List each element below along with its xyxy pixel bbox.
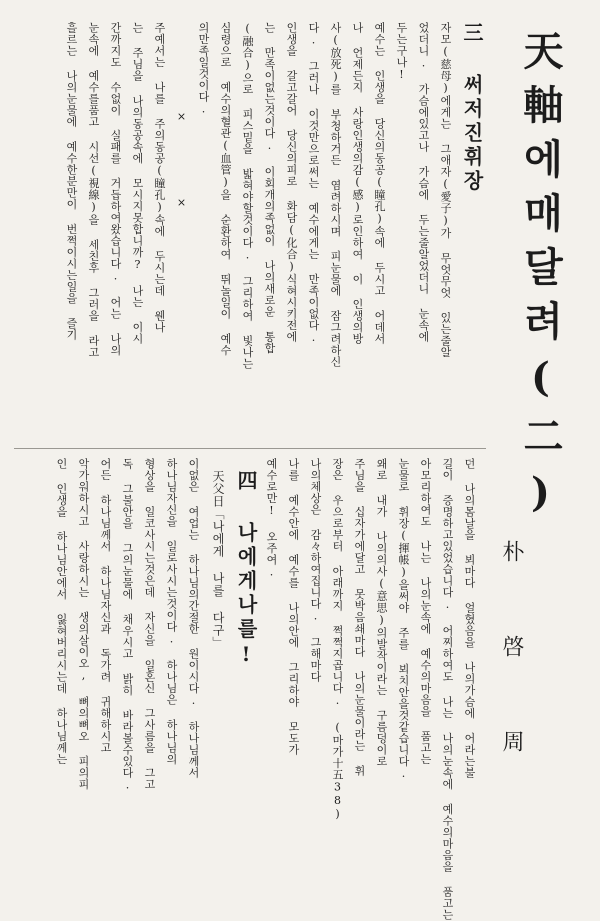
article-title: 天軸에매달려(二) <box>517 30 564 530</box>
text-column: 인 인생을 하나님안에서 잃혀버리시는데 하나님께는 <box>55 458 68 765</box>
text-column: 는 만족이없는것이다. 이회개의족없이 나의새로운 통합 <box>263 22 276 354</box>
text-column: 왜로 내가 나의의사(意思)의발작이라는 구름덩이로 <box>375 458 388 767</box>
text-column: 예수는 인생을 당신의동공(瞳孔)속에 두시고 어데서 <box>373 22 386 345</box>
text-column: (融合)으로 피스밑을 밟혀야할것이다. 그리하여 빛나는 <box>241 22 254 370</box>
text-column: 다. 그러나 이것만으로써는 예수에게는 만족이없다. <box>307 22 320 345</box>
author-name: 朴 啓 周 <box>499 540 524 776</box>
text-column: 나의체상은 감々하여집니다. 그해마다 <box>309 458 322 683</box>
section-heading-4: 四 나에게나를! <box>234 470 258 670</box>
text-column: 간까지도 수없이 실패를 거듭하여왔습니다. 어는 나의 <box>109 22 122 356</box>
section-heading-3: 三 써저진휘장 <box>460 22 484 194</box>
text-column: 의만족일것이다. <box>197 22 210 116</box>
section-subheading: 天父日「나에게 나를 다구」 <box>211 470 225 649</box>
text-column: 었더니. 가슴에있고나 가슴에 두는줄알었더니 눈속에 <box>417 22 430 343</box>
text-column: 어든 하나님께서 하나님자신과 독가려 귀해하시고 <box>99 458 112 754</box>
text-column: 하나님자신을 일로사시는것이다. 하나님은 하나님의 <box>165 458 178 765</box>
text-column: 사(放死)를 부청하거든 염려하시며 피눈물에 잠그려하신 <box>329 22 342 368</box>
text-column: 자모(慈母)에게는 그애자(愛子)가 무엇무엇 있는줄알 <box>439 22 452 358</box>
text-column: 악가워하시고 사랑하시는 생의살이오, 뼈의뼈오 피의피 <box>77 458 90 790</box>
text-column: 는 주님을 나의동공속에 모시지못합니까? 나는 이시 <box>131 22 144 345</box>
text-column: 장은 우으로부터 아래까지 쩍쩍지곱니다. (마가十五38) <box>331 458 344 821</box>
text-column: 아모리하여도 나는 나의눈속에 예수의마음을 품고는 <box>419 458 432 765</box>
text-column: 심령으로 예수의혈관(血管)을 순환하여 뛰놀일이 예수 <box>219 22 232 356</box>
text-column: 두는구나! <box>395 22 408 82</box>
text-column: 나를 예수안에 예수를 나의안에 그리하야 모도가 <box>287 458 300 756</box>
section-separator: × × <box>175 110 188 239</box>
text-column: 나 언제든지 사랑인생의감(感)로인하여 이 인생의방 <box>351 22 364 345</box>
text-column: 주님을 십자가에달고 못박음쇄마다 나의눈물이라는 휘 <box>353 458 366 777</box>
text-column: 인생을 갈고갈어 당신의피로 화담(化合)식혀시키전에 <box>285 22 298 343</box>
text-column: 주예서는 나를 주의동공(瞳孔)속에 두시는데 웬나 <box>153 22 166 333</box>
text-column: 이없은 여업는 하나님의간절한 원이시다. 하나님께서 <box>187 458 200 779</box>
text-column: 예수로만! 오주여. <box>265 458 278 579</box>
text-column: 길이 증명하고있었습니다. 어찌하여도 나는 나의눈속에 예수의마음을 품고는 <box>441 458 454 921</box>
text-column: 독 그불안을 그의눈물에 채우시고 밝히 바라볼수있다. <box>121 458 134 792</box>
text-column: 형상을 일코사시는것은데 자신을 일혼신 그사름을 그고 <box>143 458 156 790</box>
text-column: 눈물로 휘장(揮帳)을써야 주를 뵈치안을것같습니다. <box>397 458 410 781</box>
horizontal-rule <box>14 448 486 449</box>
text-column: 흘르는 나의눈물에 예수한분만이 번쩍이시는일을 즐기 <box>65 22 78 341</box>
text-column: 던 나의몸날을 뵈마다 얼혔음을 나의가슴에 어라는불 <box>463 458 476 779</box>
text-column: 눈속에 예수를품고 시선(視線)을 세친후 그러을 라고 <box>87 22 100 358</box>
